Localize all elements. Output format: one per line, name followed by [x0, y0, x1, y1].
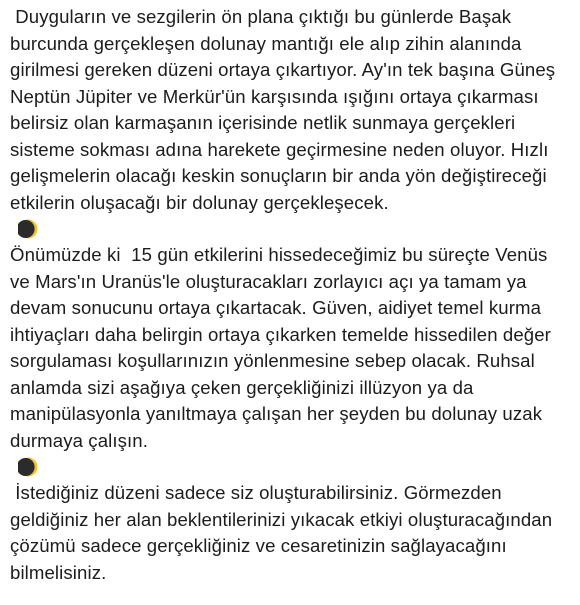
paragraph-1: Duyguların ve sezgilerin ön plana çıktığı bu günlerde Başak burcunda gerçekleşen dolunay mantığı ele alıp zihin alanında girilmesi gereken düzeni ortaya çıkartıyor. Ay'ın tek başına Güneş Neptün Jüpiter ve Merkür'ün karşısında ışığını ortaya çıkarması belirsiz olan karmaşanın içerisinde netlik sunmaya gerçekleri sisteme sokması adına harekete geçirmesine neden oluyor. Hızlı gelişmelerin olacağı keskin sonuçların bir anda yön değiştireceği etkilerin oluşacağı bir dolunay gerçekleşecek. [10, 6, 561, 213]
post-body [10, 4, 572, 586]
moon-icon [18, 457, 38, 477]
moon-icon [18, 219, 38, 239]
paragraph-3: İstediğiniz düzeni sadece siz oluşturabilirsiniz. Görmezden geldiğiniz her alan beklentilerinizi yıkacak etkiyi oluşturacağından çözümü sadece gerçekliğiniz ve cesaretinizin sağlayacağını bilmelisiniz. [10, 482, 558, 583]
paragraph-2: Önümüzde ki 15 gün etkilerini hissedeceğimiz bu süreçte Venüs ve Mars'ın Uranüs'le oluşturacakları zorlayıcı açı ya tamam ya devam sonucunu ortaya çıkartacak. Güven, aidiyet temel kurma ihtiyaçları daha belirgin ortaya çıkarken temelde hissedilen değer sorgulaması koşullarınızın yönlenmesine sebep olacak. Ruhsal anlamda sizi aşağıya çeken gerçekliğinizi illüzyon ya da manipülasyonla yanıltmaya çalışan her şeyden bu dolunay uzak durmaya çalışın. [10, 244, 557, 451]
